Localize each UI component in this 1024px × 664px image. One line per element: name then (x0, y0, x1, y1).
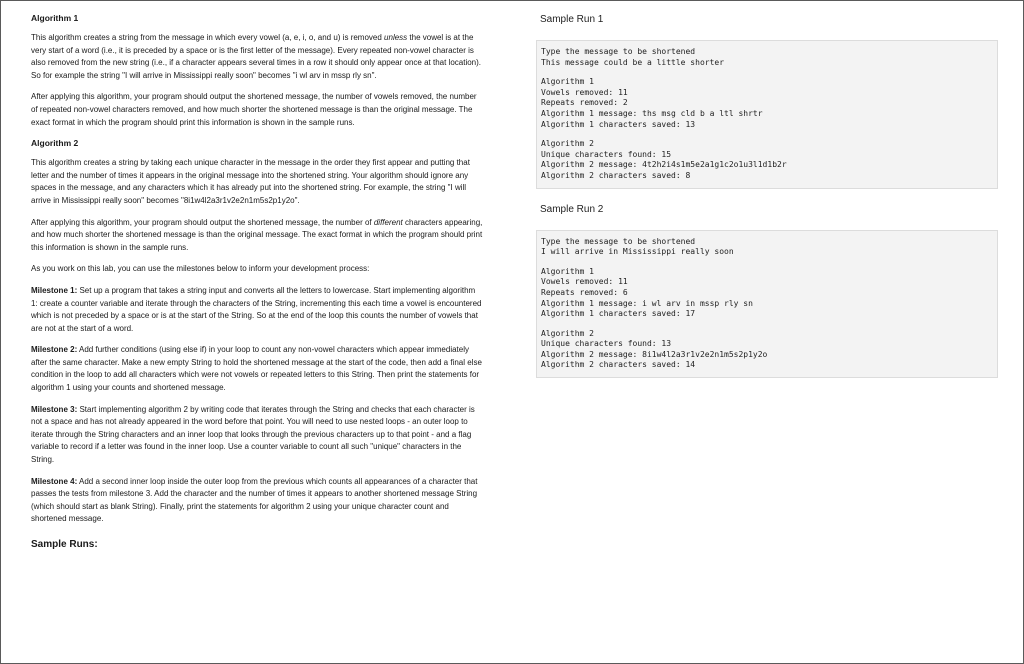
algorithm1-description (31, 32, 483, 82)
run2-block-algorithm1 (541, 267, 993, 320)
console-line: Type the message to be shortened (541, 236, 696, 246)
algorithm2-output-part2: characters appearing, and how much shorter the shortened message is than the original message. The exact format in which the program should print this information is shown in the sample runs. (31, 217, 483, 252)
milestone-4-label: Milestone 4: (31, 476, 78, 486)
console-line: This message could be a little shorter (541, 57, 725, 67)
algorithm2-output-emphasis: different (373, 217, 403, 227)
console-line: Repeats removed: 2 (541, 98, 628, 108)
sample-runs-column (540, 13, 1000, 378)
console-line: Algorithm 2 message: 4t2h2i4s1m5e2a1g1c2o1u3l1d1b2r (541, 160, 787, 170)
algorithm1-desc-part1: This algorithm creates a string from the message in which every vowel (a, e, i, o, and u) is removed (31, 33, 385, 42)
console-line: Algorithm 1 message: i wl arv in mssp rly sn (541, 298, 753, 308)
run1-block-input (541, 47, 993, 68)
console-line: Algorithm 1 characters saved: 13 (541, 119, 696, 129)
milestone-2-label: Milestone 2: (31, 345, 78, 355)
milestone-1-text: Set up a program that takes a string input and converts all the letters to lowercase. Start implementing algorithm 1: create a counter variable and iterate through the characters of the String, incrementing this each time a vowel is encountered which is not preceded by a space or is at the start of the String. So at the end of the loop this counts the number of vowels that are not at the start of a word. (31, 285, 482, 333)
milestone-2 (31, 344, 483, 394)
sample-runs-heading: Sample Runs: (31, 539, 98, 550)
console-line: Algorithm 2 (541, 328, 594, 338)
console-line: Algorithm 2 (541, 139, 594, 149)
console-line: Algorithm 1 (541, 266, 594, 276)
console-line: Vowels removed: 11 (541, 277, 628, 287)
console-line: Vowels removed: 11 (541, 87, 628, 97)
algorithm2-description: This algorithm creates a string by taking each unique character in the message in the order they first appear and putting that letter and the number of times it appears in the original message into the shortened string. Your algorithm should ignore any spaces in the message, and any characters which it has already put into the shortened string. For example, the string "I will arrive in Mississippi really soon" becomes "8i1w4l2a3r1v2e2n1m5s2p1y2o". (31, 158, 470, 205)
console-line: Algorithm 1 message: ths msg cld b a ltl shrtr (541, 108, 763, 118)
console-line: Unique characters found: 13 (541, 339, 672, 349)
algorithm1-desc-part2: the vowel is at the very start of a word (i.e., it is preceded by a space or is the first letter of the message). Every repeated non-vowel character is also removed from the new string (i.e., if a character appears several times in a row it should only appear once at that location). So for example the string "I will arrive in Mississippi really soon" becomes "i wl arv in mssp rly sn". (31, 33, 481, 80)
console-line: I will arrive in Mississippi really soon (541, 247, 734, 257)
sample-run-2-title: Sample Run 2 (540, 203, 604, 215)
algorithm1-heading: Algorithm 1 (31, 13, 79, 23)
milestone-4 (31, 476, 483, 526)
run1-block-algorithm1 (541, 77, 993, 130)
run1-block-algorithm2 (541, 139, 993, 181)
run2-block-input (541, 237, 993, 258)
milestone-1 (31, 285, 483, 335)
instructions-column (31, 13, 483, 551)
milestone-3-label: Milestone 3: (31, 404, 78, 414)
console-line: Repeats removed: 6 (541, 287, 628, 297)
milestone-3 (31, 404, 483, 467)
algorithm2-heading: Algorithm 2 (31, 138, 79, 149)
run2-block-algorithm2 (541, 329, 993, 371)
algorithm1-desc-emphasis: unless (384, 33, 408, 42)
algorithm2-output-part1: After applying this algorithm, your program should output the shortened message, the number of (31, 217, 374, 227)
milestones-intro: As you work on this lab, you can use the milestones below to inform your development process: (31, 264, 370, 274)
milestone-2-text: Add further conditions (using else if) in your loop to count any non-vowel characters which appear immediately after the same character. Make a new empty String to hold the shortened message at the start of the code, then add a final else condition in the loop to add all characters which were not vowels or repeated letters to this String. Then print the statements for algorithm 1 using your counts and shortened message. (31, 345, 482, 393)
console-line: Algorithm 1 characters saved: 17 (541, 309, 696, 319)
console-line: Algorithm 1 (541, 77, 594, 87)
console-line: Unique characters found: 15 (541, 149, 672, 159)
sample-run-2-console (536, 230, 998, 379)
milestone-1-label: Milestone 1: (31, 285, 78, 295)
console-line: Type the message to be shortened (541, 47, 696, 56)
algorithm1-output-description: After applying this algorithm, your program should output the shortened message, the number of vowels removed, the number of repeated non-vowel characters removed, and how much shorter the shortened message is than the original message. The exact format in which the program should print this information is shown in the sample runs. (31, 92, 477, 127)
console-line: Algorithm 2 message: 8i1w4l2a3r1v2e2n1m5s2p1y2o (541, 349, 768, 359)
console-line: Algorithm 2 characters saved: 14 (541, 360, 696, 370)
milestone-3-text: Start implementing algorithm 2 by writing code that iterates through the String and checks that each character is not a space and has not already appeared in the word before that point. You will need to use nested loops - an outer loop to iterate through the String characters and an inner loop that looks through the previous characters up to that point - and a flag variable to record if a letter was found in the inner loop. Use a counter variable to count all such "unique" characters in the String. (31, 404, 475, 465)
milestone-4-text: Add a second inner loop inside the outer loop from the previous which counts all appearances of a character that passes the tests from milestone 3. Add the character and the number of times it appears to another shortened message String (which should start as blank String). Finally, print the statements for algorithm 2 using your unique character count and shortened message. (31, 476, 478, 524)
console-line: Algorithm 2 characters saved: 8 (541, 170, 691, 180)
sample-run-1-console (536, 40, 998, 189)
sample-run-1-title: Sample Run 1 (540, 14, 604, 25)
algorithm2-output-description (31, 217, 483, 255)
